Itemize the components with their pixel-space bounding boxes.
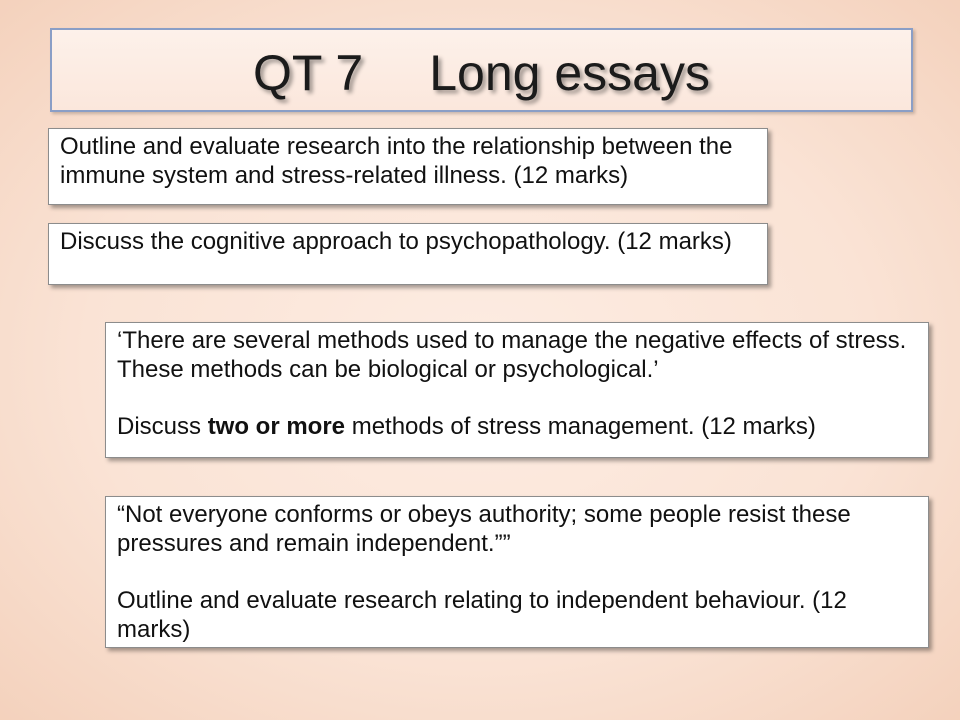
paragraph-spacer: [117, 385, 917, 414]
title-part-heading: Long essays: [429, 45, 710, 101]
task-line: [117, 413, 917, 442]
task-text: methods of stress management. (12 marks): [345, 413, 816, 441]
question-box-cognitive-approach: [48, 223, 768, 285]
task-text: Discuss: [117, 413, 208, 441]
question-box-immune-stress: [48, 128, 768, 205]
question-box-stress-management: [105, 322, 929, 458]
question-line: immune system and stress-related illness. (12 marks): [60, 161, 629, 189]
quote-line: “Not everyone conforms or obeys authority; some people resist these: [117, 501, 851, 528]
title-part-code: QT 7: [253, 45, 364, 101]
question-line: Outline and evaluate research into the relationship between the: [60, 133, 733, 160]
emphasis-text: two or more: [207, 413, 346, 441]
task-line: Outline and evaluate research relating to independent behaviour. (12: [117, 587, 847, 615]
paragraph-spacer: [117, 559, 917, 588]
quote-line: ‘There are several methods used to manage the negative effects of stress.: [117, 327, 907, 354]
task-line: marks): [117, 616, 191, 644]
question-line: Discuss the cognitive approach to psychopathology. (12 marks): [60, 228, 732, 255]
slide-title: [52, 43, 911, 103]
title-box: [50, 28, 913, 112]
quote-line: pressures and remain independent.””: [117, 529, 511, 557]
quote-line: These methods can be biological or psychological.’: [117, 355, 659, 383]
question-box-independent-behaviour: [105, 496, 929, 648]
